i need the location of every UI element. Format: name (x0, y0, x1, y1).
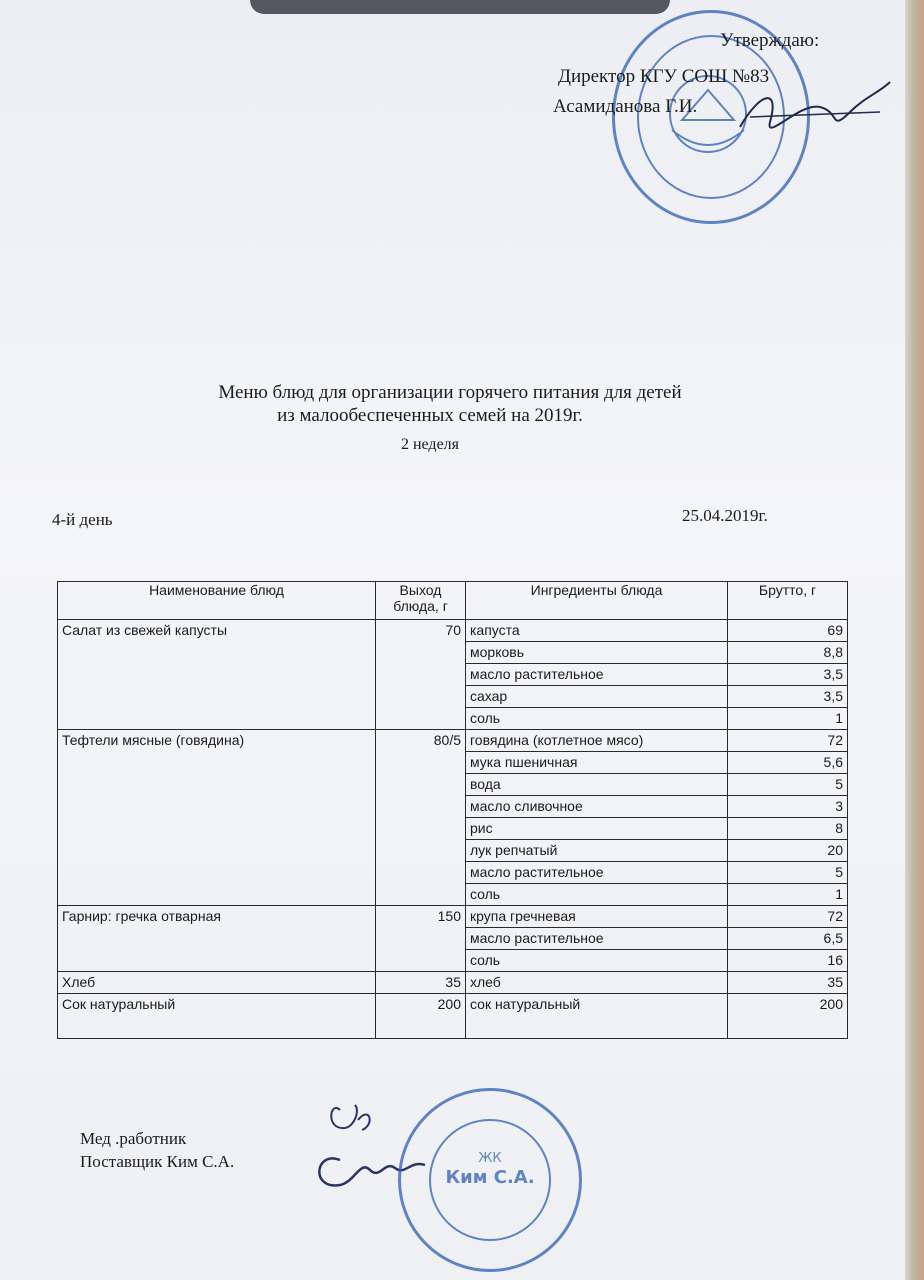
dish-name: Салат из свежей капусты (58, 620, 376, 730)
table-row (58, 994, 848, 1039)
ingredient-brutto: 72 (728, 906, 848, 928)
ingredient-name: говядина (котлетное мясо) (466, 730, 728, 752)
table-row (58, 906, 848, 928)
ingredient-name: рис (466, 818, 728, 840)
supplier-label: Поставщик Ким С.А. (80, 1152, 235, 1171)
ingredient-name: масло растительное (466, 862, 728, 884)
ingredient-name: морковь (466, 642, 728, 664)
header-ingredients: Ингредиенты блюда (466, 582, 728, 620)
ingredient-brutto: 16 (728, 950, 848, 972)
ingredient-brutto: 5 (728, 774, 848, 796)
dish-name: Сок натуральный (58, 994, 376, 1039)
ingredient-name: лук репчатый (466, 840, 728, 862)
ingredient-brutto: 3,5 (728, 664, 848, 686)
header-yield: Выход блюда, г (376, 582, 466, 620)
ingredient-brutto: 8,8 (728, 642, 848, 664)
ingredient-name: масло растительное (466, 664, 728, 686)
dish-name: Хлеб (58, 972, 376, 994)
ingredient-brutto: 35 (728, 972, 848, 994)
dish-yield: 200 (376, 994, 466, 1039)
ingredient-brutto: 69 (728, 620, 848, 642)
ingredient-name: масло растительное (466, 928, 728, 950)
ingredient-brutto: 3 (728, 796, 848, 818)
top-shadow (250, 0, 670, 14)
supplier-seal (398, 1088, 582, 1272)
menu-title-line-1: Меню блюд для организации горячего питания для детей (218, 382, 682, 403)
ingredient-brutto: 1 (728, 884, 848, 906)
ingredient-name: вода (466, 774, 728, 796)
approval-line-3: Асамиданова Г.И. (553, 96, 698, 117)
ingredient-name: капуста (466, 620, 728, 642)
table-row (58, 620, 848, 642)
menu-table (57, 581, 848, 1039)
ingredient-brutto: 1 (728, 708, 848, 730)
dish-yield: 150 (376, 906, 466, 972)
ingredient-brutto: 72 (728, 730, 848, 752)
header-brutto: Брутто, г (728, 582, 848, 620)
approval-line-2: Директор КГУ СОШ №83 (558, 66, 770, 87)
dish-yield: 70 (376, 620, 466, 730)
ingredient-brutto: 5,6 (728, 752, 848, 774)
table-row (58, 730, 848, 752)
dish-name: Гарнир: гречка отварная (58, 906, 376, 972)
background-edge (905, 0, 924, 1280)
ingredient-name: соль (466, 708, 728, 730)
menu-title-line-2: из малообеспеченных семей на 2019г. (277, 405, 583, 426)
seal-top-text: ЖК (478, 1151, 502, 1166)
ingredient-name: соль (466, 950, 728, 972)
dish-yield: 35 (376, 972, 466, 994)
week-label: 2 неделя (400, 436, 460, 453)
ingredient-name: крупа гречневая (466, 906, 728, 928)
ingredient-name: мука пшеничная (466, 752, 728, 774)
ingredient-brutto: 6,5 (728, 928, 848, 950)
director-signature (730, 72, 900, 152)
dish-yield: 80/5 (376, 730, 466, 906)
ingredient-name: соль (466, 884, 728, 906)
seal-name-text: Ким С.А. (445, 1167, 535, 1188)
ingredient-name: хлеб (466, 972, 728, 994)
table-row (58, 972, 848, 994)
ingredient-name: сок натуральный (466, 994, 728, 1039)
med-worker-label: Мед .работник (80, 1129, 187, 1148)
dish-name: Тефтели мясные (говядина) (58, 730, 376, 906)
approval-line-1: Утверждаю: (720, 30, 820, 51)
ingredient-name: масло сливочное (466, 796, 728, 818)
ingredient-brutto: 20 (728, 840, 848, 862)
header-dish-name: Наименование блюд (58, 582, 376, 620)
ingredient-name: сахар (466, 686, 728, 708)
ingredient-brutto: 8 (728, 818, 848, 840)
table-header-row (58, 582, 848, 620)
day-label: 4-й день (52, 510, 113, 529)
date-label: 25.04.2019г. (682, 506, 768, 525)
ingredient-brutto: 3,5 (728, 686, 848, 708)
ingredient-brutto: 200 (728, 994, 848, 1039)
ingredient-brutto: 5 (728, 862, 848, 884)
